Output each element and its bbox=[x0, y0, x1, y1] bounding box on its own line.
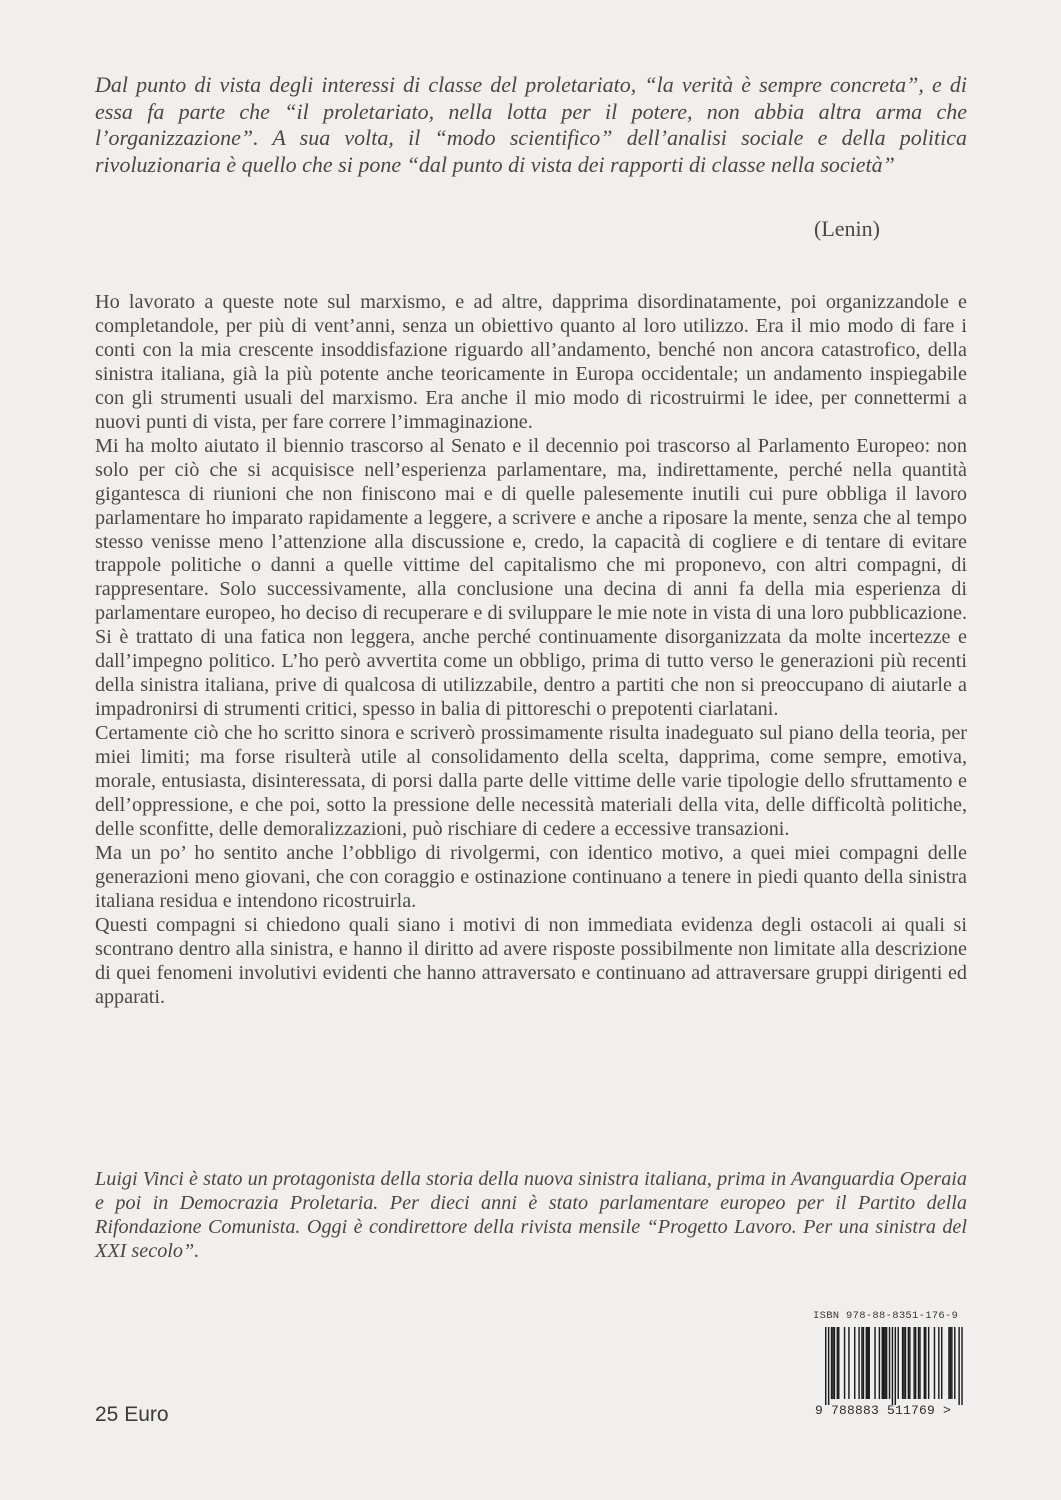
barcode-bar bbox=[919, 1327, 920, 1399]
barcode-bar bbox=[828, 1327, 829, 1405]
barcode-bar bbox=[874, 1327, 875, 1399]
barcode-bar bbox=[883, 1327, 884, 1399]
barcode-bar bbox=[909, 1327, 910, 1399]
barcode-bar bbox=[961, 1327, 962, 1405]
barcode-bar bbox=[898, 1327, 899, 1399]
barcode-bar bbox=[854, 1327, 855, 1399]
barcode-bar bbox=[903, 1327, 904, 1399]
barcode-bar bbox=[925, 1327, 926, 1399]
barcode-bar bbox=[902, 1327, 903, 1399]
author-bio: Luigi Vinci è stato un protagonista della storia della nuova sinistra italiana, prima in Avanguardia Operaia e poi in Democrazia Proletaria. Per dieci anni è stato parlamentare europeo per il Partito della Rifondazione Comunista. Oggi è condirettore della rivista mensile “Progetto Lavoro. Per una sinistra del XXI secolo”. bbox=[95, 1168, 967, 1262]
barcode-bar bbox=[867, 1327, 868, 1399]
barcode-bar bbox=[895, 1327, 896, 1405]
barcode-bar bbox=[825, 1327, 826, 1405]
barcode-bar bbox=[913, 1327, 914, 1399]
ean-number: 9 788883 511769 bbox=[815, 1403, 936, 1418]
barcode-bar bbox=[869, 1327, 870, 1399]
barcode-bar bbox=[924, 1327, 925, 1399]
barcode-bar bbox=[938, 1327, 939, 1399]
barcode-bar bbox=[928, 1327, 929, 1399]
paragraph: Ho lavorato a queste note sul marxismo, e ad altre, dapprima disordinatamente, poi organizzandole e completandole, per più di vent’anni, senza un obiettivo quanto al loro utilizzo. Era il mio modo di fare i conti con la mia crescente insoddisfazione riguardo all’andamento, benché non ancora catastrofico, della sinistra italiana, già la più potente anche teoricamente in Europa occidentale; un andamento inspiegabile con gli strumenti usuali del marxismo. Era anche il mio modo di ricostruirmi le idee, per connettermi a nuovi punti di vista, per fare correre l’immaginazione. bbox=[95, 291, 967, 433]
ean-digits bbox=[815, 1403, 951, 1418]
barcode-bar bbox=[863, 1327, 864, 1399]
paragraph: Ma un po’ ho sentito anche l’obbligo di rivolgermi, con identico motivo, a quei miei compagni delle generazioni meno giovani, che con coraggio e ostinazione continuano a tenere in piedi quanto della sinistra italiana residua e intendono ricostruirla. bbox=[95, 841, 967, 912]
barcode-bar bbox=[844, 1327, 845, 1399]
barcode-bar bbox=[908, 1327, 909, 1399]
barcode-bar bbox=[954, 1327, 955, 1399]
barcode-bar bbox=[915, 1327, 916, 1399]
price-label: 25 Euro bbox=[95, 1403, 169, 1426]
barcode-bar bbox=[832, 1327, 833, 1399]
paragraph: Questi compagni si chiedono quali siano i motivi di non immediata evidenza degli ostacoli ai quali si scontrano dentro alla sinistra, e hanno il diritto ad avere risposte possibilmente non limitate alla descrizione di quei fenomeni involutivi evidenti che hanno attraversato e continuano ad attraversare gruppi dirigenti ed apparati. bbox=[95, 913, 967, 1008]
barcode-bar bbox=[858, 1327, 859, 1399]
quiet-zone-mark: > bbox=[943, 1403, 952, 1418]
barcode-bar bbox=[892, 1327, 893, 1405]
epigraph-attribution: (Lenin) bbox=[814, 216, 880, 241]
barcode-bar bbox=[958, 1327, 959, 1405]
barcode-bar bbox=[886, 1327, 887, 1399]
paragraph: Certamente ciò che ho scritto sinora e scriverò prossimamente risulta inadeguato sul piano della teoria, per miei limiti; ma forse risulterà utile al consolidamento della scelta, dapprima, come sempre, emotiva, morale, entusiasta, disinteressata, di porsi dalla parte delle vittime delle varie tipologie dello sfruttamento e dell’oppressione, e che poi, sotto la pressione delle necessità materiali della vita, delle difficoltà politiche, delle sconfitte, delle demoralizzazioni, può rischiare di cedere a eccessive transazioni. bbox=[95, 722, 967, 840]
barcode-bar bbox=[882, 1327, 883, 1399]
main-text bbox=[95, 291, 967, 1010]
barcode-bar bbox=[837, 1327, 838, 1399]
barcode-bar bbox=[905, 1327, 906, 1399]
barcode-bar bbox=[934, 1327, 935, 1399]
paragraph: Mi ha molto aiutato il biennio trascorso al Senato e il decennio poi trascorso al Parlamento Europeo: non solo per ciò che si acquisisce nell’esperienza parlamentare, ma, indirettamente, perché nella quantità gigantesca di riunioni che non finiscono mai e di quelle palesemente inutili cui pure obbliga il lavoro parlamentare ho imparato rapidamente a leggere, a scrivere e anche a riposare la mente, senza che al tempo stesso venisse meno l’attenzione alla discussione e, credo, la capacità di cogliere e di tentare di evitare trappole politiche o danni a quelle vittime del capitalismo che mi proponevo, con altri compagni, di rappresentare. Solo successivamente, alla conclusione una decina di anni fa della mia esperienza di parlamentare europeo, ho deciso di recuperare e di sviluppare le mie note in vista di una loro pubblicazione. Si è trattato di una fatica non leggera, anche perché continuamente disorganizzata da molte incertezze e dall’impegno politico. L’ho però avvertita come un obbligo, prima di tutto verso le generazioni più recenti della sinistra italiana, prive di qualcosa di utilizzabile, dentro a partiti che non si preoccupano di aiutarle a impadronirsi di strumenti critici, spesso in balia di pittoreschi o prepotenti ciarlatani. bbox=[95, 434, 967, 721]
isbn-label: ISBN 978-88-8351-176-9 bbox=[813, 1310, 959, 1322]
barcode-block bbox=[813, 1310, 968, 1428]
barcode-bar bbox=[879, 1327, 880, 1399]
barcode-bar bbox=[848, 1327, 849, 1399]
barcode-bar bbox=[941, 1327, 942, 1399]
barcode-bar bbox=[950, 1327, 951, 1399]
epigraph-quote: Dal punto di vista degli interessi di classe del proletariato, “la verità è sempre concreta”, e di essa fa parte che “il proletariato, nella lotta per il potere, non abbia altra arma che l’organizzazione”. A sua volta, il “modo scientifico” dell’analisi sociale e della politica rivoluzionaria è quello che si pone “dal punto di vista dei rapporti di classe nella società” bbox=[95, 72, 967, 178]
barcode-bar bbox=[889, 1327, 890, 1399]
barcode-bar bbox=[866, 1327, 867, 1399]
barcode-bar bbox=[884, 1327, 885, 1399]
barcode-bar bbox=[948, 1327, 949, 1399]
barcode-bar bbox=[918, 1327, 919, 1399]
barcode-bar bbox=[831, 1327, 832, 1399]
barcode-image bbox=[813, 1327, 968, 1409]
barcode-bar bbox=[951, 1327, 952, 1399]
barcode-bar bbox=[834, 1327, 835, 1399]
barcode-bar bbox=[838, 1327, 839, 1399]
barcode-bar bbox=[861, 1327, 862, 1399]
